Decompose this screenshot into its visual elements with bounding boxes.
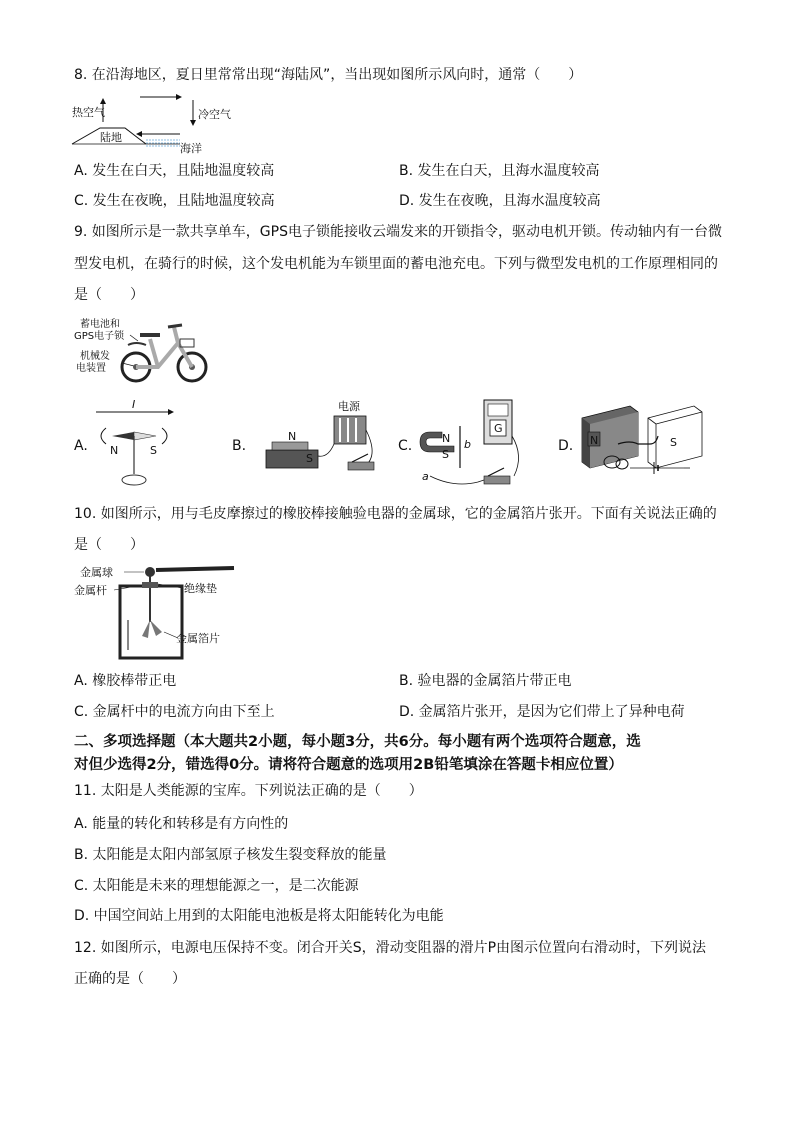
q9-stem-line3: 是（ ） xyxy=(74,287,144,303)
power-label: 电源 xyxy=(338,400,360,413)
label-insulating-pad: 绝缘垫 xyxy=(184,582,217,595)
q10-electroscope-figure xyxy=(72,560,242,660)
q9-option-c-figure xyxy=(414,396,534,490)
q11-option-b: B. 太阳能是太阳内部氢原子核发生裂变释放的能量 xyxy=(74,847,387,863)
q9-option-d-figure xyxy=(574,400,714,482)
q10-option-a: A. 橡胶棒带正电 xyxy=(74,673,177,689)
wire-b-label: b xyxy=(464,438,471,451)
bike-label-device: 电装置 xyxy=(76,363,106,374)
label-metal-foil: 金属箔片 xyxy=(176,632,220,645)
bike-label-battery: 蓄电池和 xyxy=(80,319,120,330)
horseshoe-s-label: S xyxy=(442,448,449,461)
needle-s-label: S xyxy=(150,444,157,457)
q8-option-a: A. 发生在白天，且陆地温度较高 xyxy=(74,163,275,179)
q9-option-d-letter: D. xyxy=(558,438,574,454)
galvanometer-label: G xyxy=(494,422,503,435)
q12-stem-line1: 12. 如图所示，电源电压保持不变。闭合开关S，滑动变阻器的滑片P由图示位置向右滑动时，下列说法 xyxy=(74,940,707,956)
q9-bike-figure xyxy=(74,315,224,387)
q8-option-b: B. 发生在白天，且海水温度较高 xyxy=(399,163,600,179)
bike-label-gps: GPS电子锁 xyxy=(74,331,125,342)
q8-option-d: D. 发生在夜晚，且海水温度较高 xyxy=(399,193,601,209)
horseshoe-n-label: N xyxy=(442,432,451,445)
wire-a-label: a xyxy=(422,470,429,483)
q8-figure xyxy=(70,92,250,154)
bar-magnet-s-label: S xyxy=(670,436,677,449)
q8-hot-air-label: 热空气 xyxy=(72,106,105,119)
q10-stem-line1: 10. 如图所示，用与毛皮摩擦过的橡胶棒接触验电器的金属球，它的金属箔片张开。下面有关说法正确的 xyxy=(74,506,717,522)
q8-land-label: 陆地 xyxy=(100,131,122,144)
label-metal-ball: 金属球 xyxy=(80,566,113,579)
q9-stem-line1: 9. 如图所示是一款共享单车，GPS电子锁能接收云端发来的开锁指令，驱动电机开锁。传动轴内有一台微 xyxy=(74,224,722,240)
q8-ocean-label: 海洋 xyxy=(180,142,202,154)
q8-stem: 8. 在沿海地区，夏日里常常出现“海陆风”，当出现如图所示风向时，通常（ ） xyxy=(74,67,583,83)
q9-option-b-letter: B. xyxy=(232,438,247,454)
section2-heading-line1: 二、多项选择题（本大题共2小题，每小题3分，共6分。每小题有两个选项符合题意，选 xyxy=(74,734,641,750)
label-metal-rod: 金属杆 xyxy=(74,584,107,597)
q11-option-a: A. 能量的转化和转移是有方向性的 xyxy=(74,816,289,832)
section2-heading-line2: 对但少选得2分，错选得0分。请将符合题意的选项用2B铅笔填涂在答题卡相应位置） xyxy=(74,757,623,773)
q9-option-c-letter: C. xyxy=(398,438,413,454)
q10-option-c: C. 金属杆中的电流方向由下至上 xyxy=(74,704,275,720)
bike-label-mech: 机械发 xyxy=(80,351,110,362)
q11-option-c: C. 太阳能是未来的理想能源之一，是二次能源 xyxy=(74,878,359,894)
magnet-s-label: S xyxy=(306,452,313,465)
q10-option-d: D. 金属箔片张开，是因为它们带上了异种电荷 xyxy=(399,704,685,720)
q11-stem: 11. 太阳是人类能源的宝库。下列说法正确的是（ ） xyxy=(74,783,423,799)
q9-stem-line2: 型发电机，在骑行的时候，这个发电机能为车锁里面的蓄电池充电。下列与微型发电机的工作原理相同的 xyxy=(74,256,718,272)
q8-cold-air-label: 冷空气 xyxy=(198,108,231,121)
current-label: I xyxy=(132,398,136,411)
needle-n-label: N xyxy=(110,444,119,457)
q8-option-c: C. 发生在夜晚，且陆地温度较高 xyxy=(74,193,275,209)
q11-option-d: D. 中国空间站上用到的太阳能电池板是将太阳能转化为电能 xyxy=(74,908,444,924)
q10-option-b: B. 验电器的金属箔片带正电 xyxy=(399,673,572,689)
magnet-n-label: N xyxy=(288,430,297,443)
q12-stem-line2: 正确的是（ ） xyxy=(74,971,186,987)
bar-magnet-n-label: N xyxy=(590,434,599,447)
q9-option-a-figure xyxy=(88,398,188,490)
q9-option-b-figure xyxy=(258,398,388,490)
q10-stem-line2: 是（ ） xyxy=(74,537,144,553)
q9-option-a-letter: A. xyxy=(74,438,88,454)
